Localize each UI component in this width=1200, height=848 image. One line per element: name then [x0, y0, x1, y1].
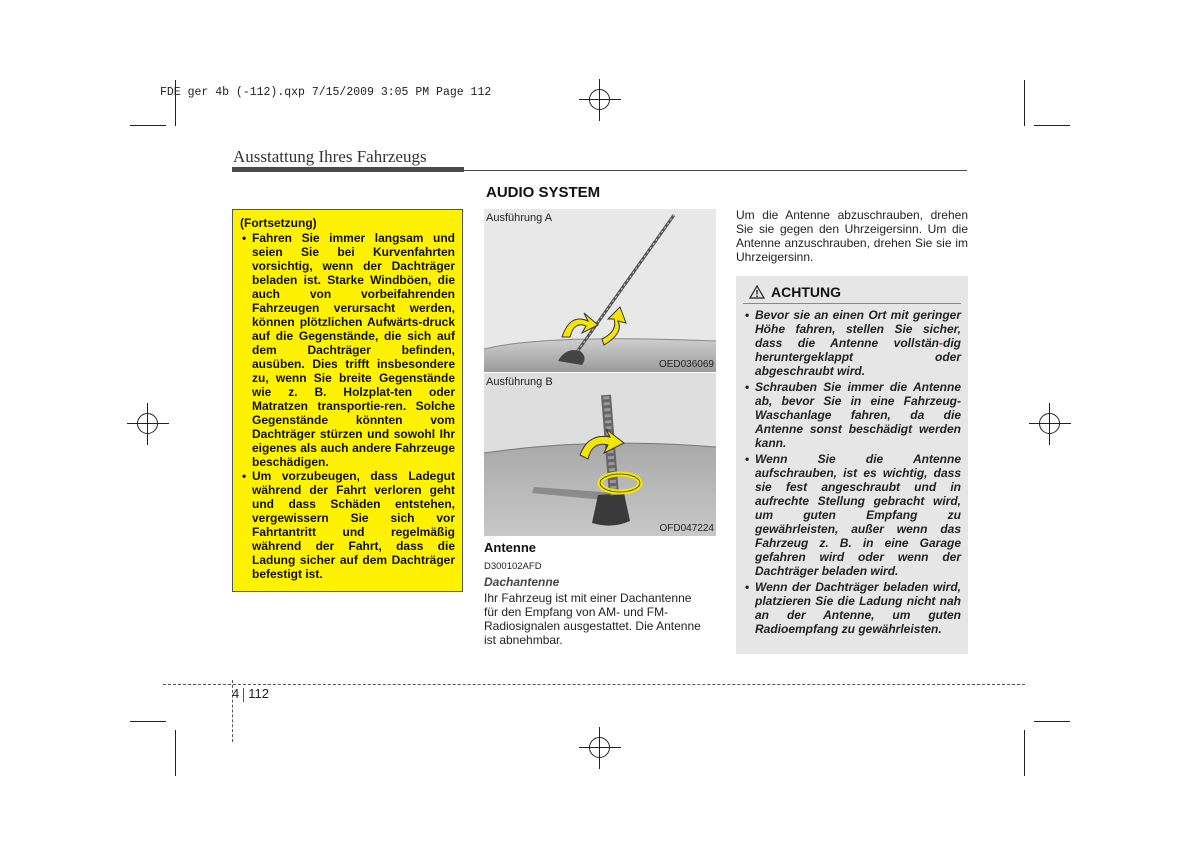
warning-box — [736, 276, 968, 654]
antenne-subheading: Dachantenne — [484, 575, 560, 589]
page-number-separator — [243, 688, 244, 702]
registration-mark-icon — [583, 83, 617, 117]
caution-continuation-box — [232, 209, 463, 592]
warning-title: ACHTUNG — [771, 284, 841, 300]
chapter-number: 4 — [232, 686, 240, 701]
antenna-a-illustration — [484, 209, 716, 372]
body-line: ist abnehmbar. — [484, 633, 563, 647]
warning-item-text: Bevor sie an einen Ort mit geringer Höhe fahren, stellen Sie sicher, dass die Antenne vollstän — [755, 308, 961, 350]
page-number-value: 112 — [248, 686, 269, 701]
crop-mark — [1024, 730, 1025, 776]
warning-triangle-icon — [749, 285, 765, 299]
crop-mark — [1034, 721, 1070, 722]
chapter-title: Ausstattung Ihres Fahrzeugs — [233, 147, 427, 166]
page-number — [232, 686, 269, 702]
figure-code: OED036069 — [658, 359, 714, 370]
crop-mark — [1034, 125, 1070, 126]
registration-mark-icon — [583, 731, 617, 765]
continuation-label: (Fortsetzung) — [240, 216, 317, 230]
crop-mark — [130, 125, 166, 126]
footer-rule — [163, 684, 1025, 685]
warning-item-text: dig heruntergeklappt oder abgeschraubt wird. — [755, 336, 961, 378]
antenne-heading: Antenne — [484, 540, 536, 555]
antenna-b-illustration — [484, 373, 716, 536]
section-title: AUDIO SYSTEM — [486, 184, 601, 201]
body-line: Radiosignalen ausgestattet. Die Antenne — [484, 619, 701, 633]
warning-item: • Wenn Sie die Antenne aufschrauben, ist es wichtig, dass sie fest angeschraubt und in aufrechte Stellung gebracht wird, um guten Empfang zu gewährleisten, außer wenn das Fahrzeug z. B. in eine Garage gefahren wird oder wenn der Dachträger beladen wird. — [743, 452, 961, 578]
print-slug: FDE ger 4b (-112).qxp 7/15/2009 3:05 PM Page 112 — [160, 86, 492, 99]
warning-item: • Schrauben Sie immer die Antenne ab, bevor Sie in eine Fahrzeug-Waschanlage fahren, da die Antenne sonst beschädigt werden kann. — [743, 380, 961, 450]
crop-mark — [1024, 80, 1025, 126]
hyphen-mark: - — [939, 336, 943, 350]
figure-antenna-b — [484, 373, 716, 536]
header-bar — [232, 167, 464, 172]
antenne-body — [484, 591, 716, 647]
body-line: Ihr Fahrzeug ist mit einer Dachantenne — [484, 591, 692, 605]
warning-item: • Wenn der Dachträger beladen wird, platzieren Sie die Ladung nicht nah an der Antenne, um guten Radioempfang zu gewährleisten. — [743, 580, 961, 636]
body-line: für den Empfang von AM- und FM- — [484, 605, 669, 619]
warning-header — [749, 284, 961, 300]
caution-bullet: • Fahren Sie immer langsam und seien Sie bei Kurvenfahrten vorsichtig, wenn der Dachträger beladen ist. Starke Windböen, die auch von vorbeifahrenden Fahrzeugen verursacht werden, können plötzlichen Aufwärts-druck auf die Gegenstände, die sich auf dem Dachträger befinden, ausüben. Dies trifft insbesondere zu, wenn Sie breite Gegenstände wie z. B. Holzplat-ten oder Matratzen transportie-ren. Solche Gegenstände könnten vom Dachträger stürzen und sowohl Ihr eigenes als auch andere Fahrzeuge beschädigen. — [240, 231, 455, 469]
warning-item — [743, 308, 961, 378]
crop-mark — [130, 721, 166, 722]
registration-mark-icon — [1033, 407, 1067, 441]
doc-code: D300102AFD — [484, 561, 542, 572]
figure-label: Ausführung A — [486, 212, 553, 224]
figure-code: OFD047224 — [659, 523, 714, 534]
crop-mark — [175, 730, 176, 776]
header-rule — [464, 170, 967, 171]
figure-label: Ausführung B — [486, 376, 553, 388]
figure-antenna-a — [484, 209, 716, 372]
antenna-instructions: Um die Antenne abzuschrauben, drehen Sie sie gegen den Uhrzeigersinn. Um die Antenne anzuschrauben, drehen Sie sie im Uhrzeigersinn. — [736, 208, 968, 264]
registration-mark-icon — [131, 407, 165, 441]
warning-rule — [743, 303, 961, 304]
caution-bullet: • Um vorzubeugen, dass Ladegut während der Fahrt verloren geht und dass Schäden entstehen, vergewissern Sie sich vor Fahrtantritt und regelmäßig während der Fahrt, dass die Ladung sicher auf dem Dachträger befestigt ist. — [240, 469, 455, 581]
